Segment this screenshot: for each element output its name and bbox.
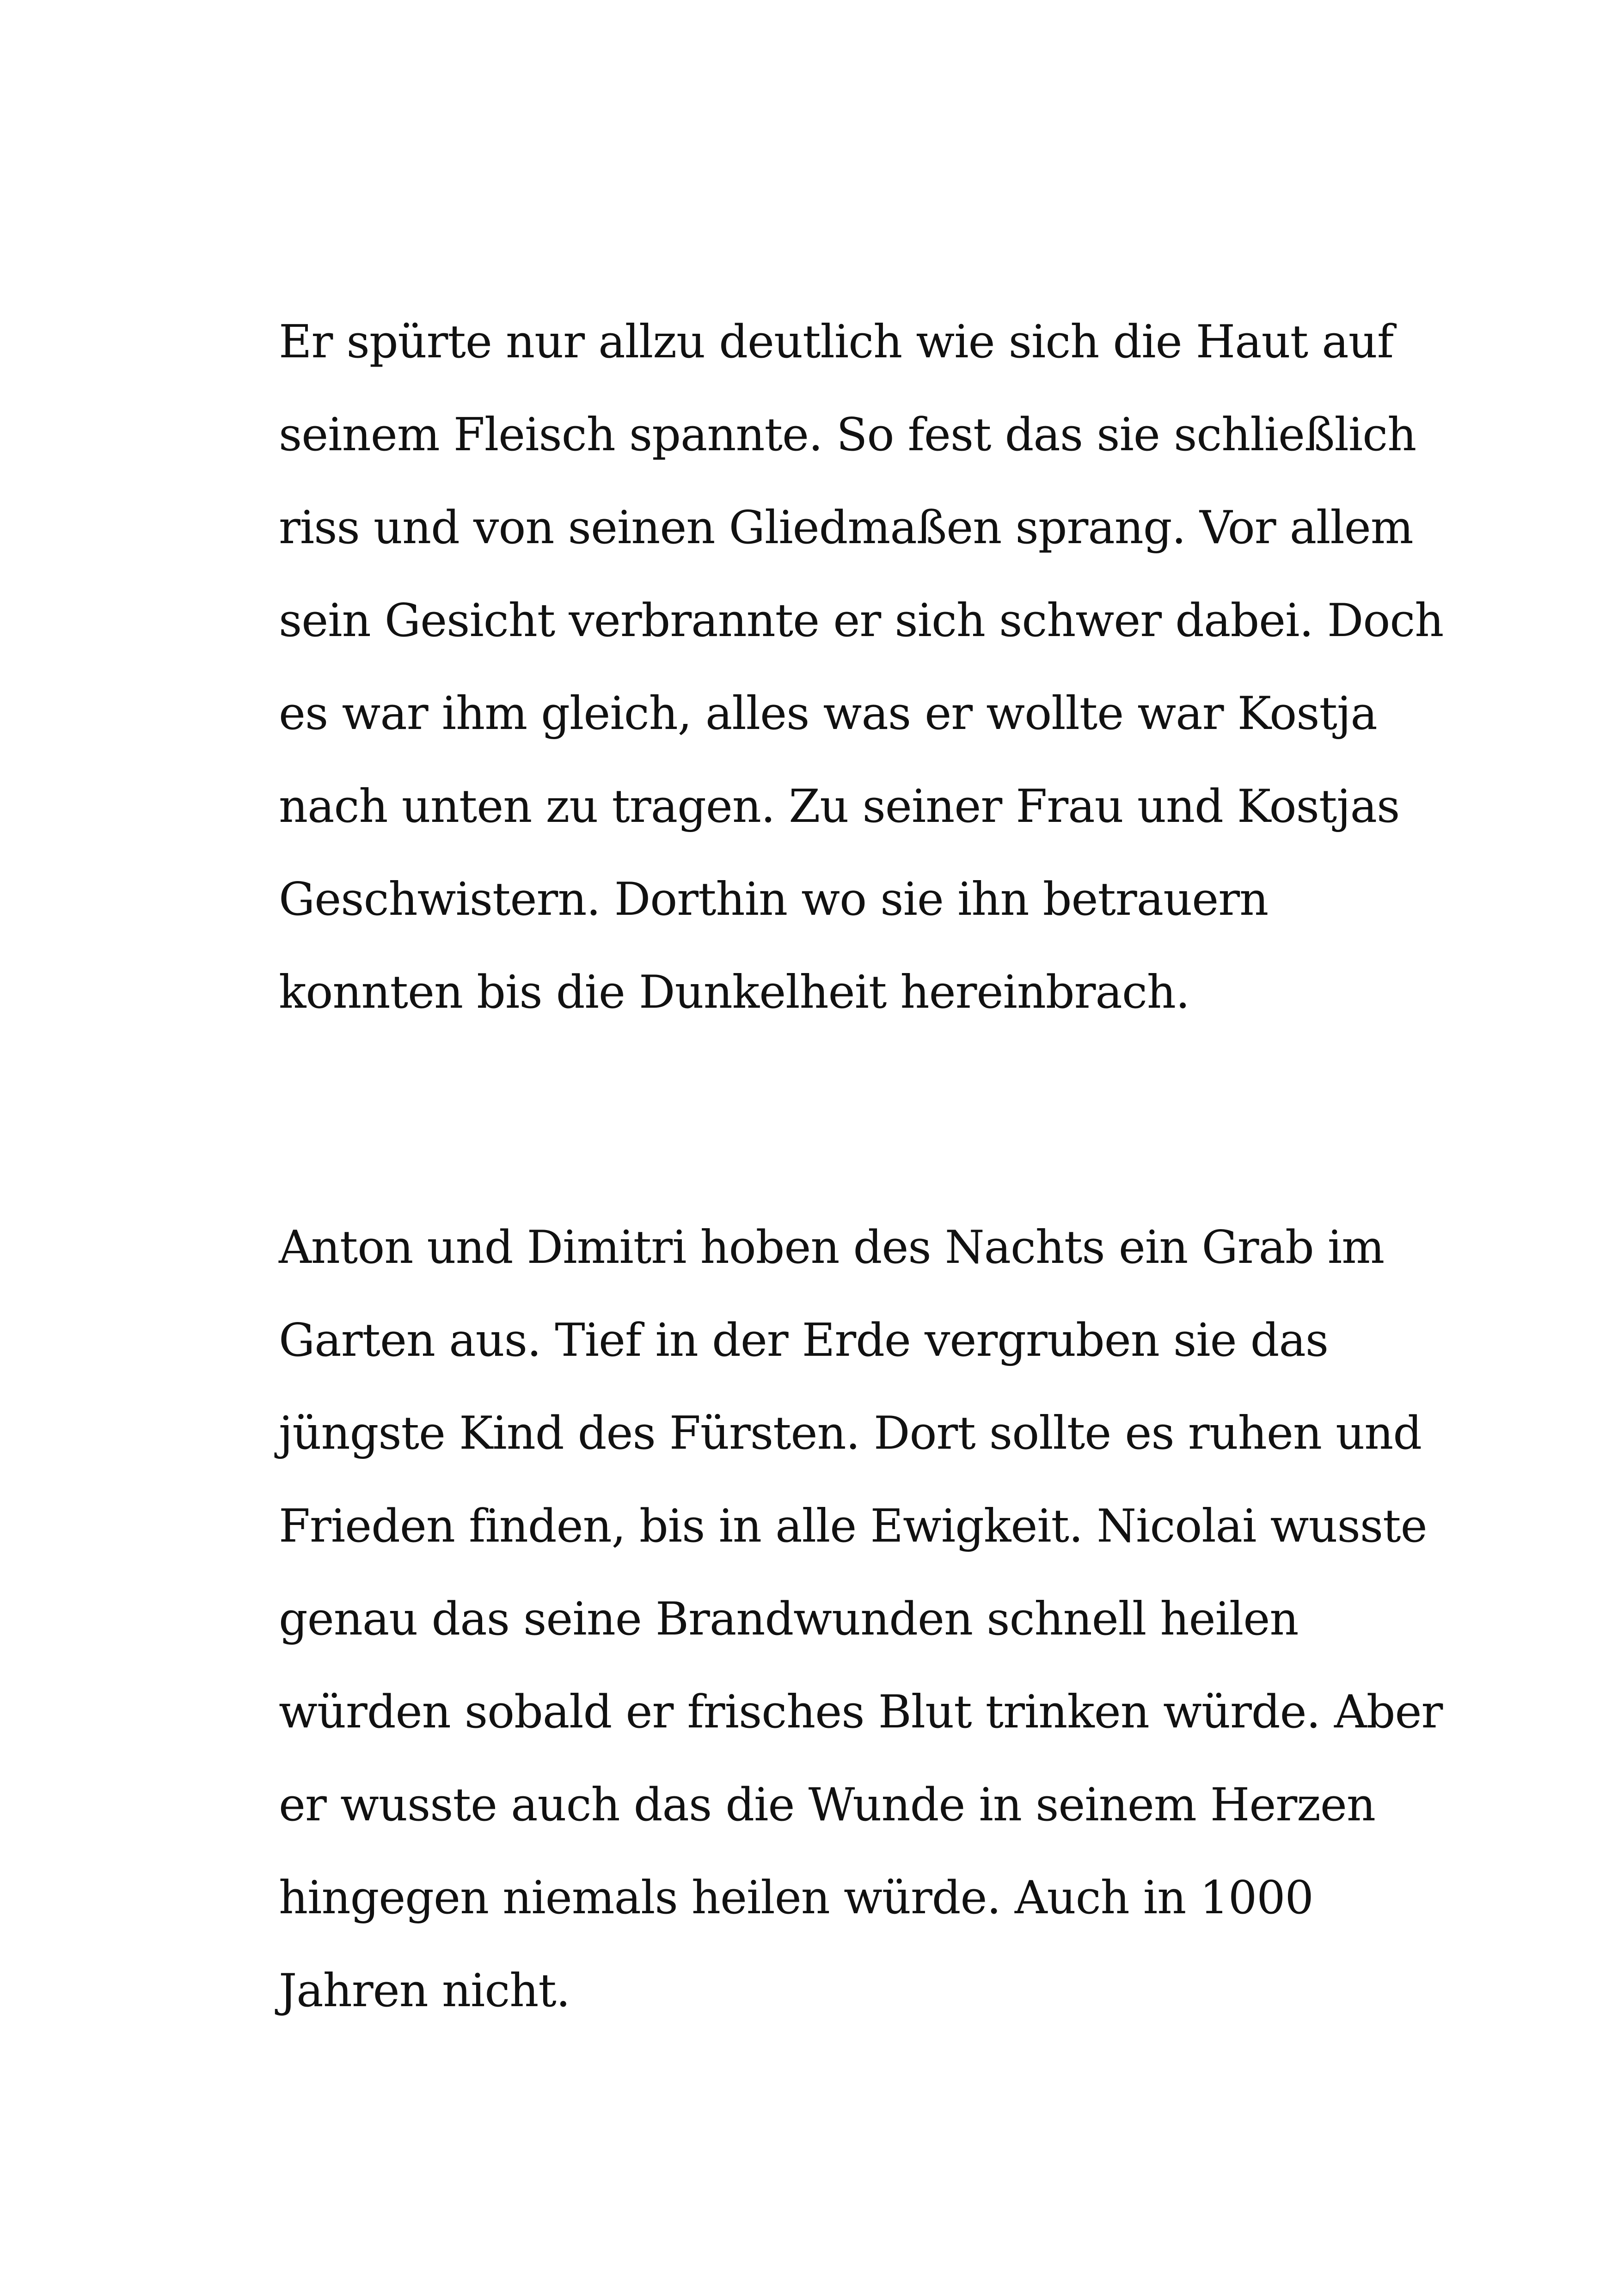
text-line: Anton und Dimitri hoben des Nachts ein Grab im (279, 1221, 1385, 1274)
text-line: Er spürte nur allzu deutlich wie sich die Haut auf (279, 316, 1394, 368)
text-line: würden sobald er frisches Blut trinken würde. Aber (279, 1686, 1443, 1739)
text-line: jüngste Kind des Fürsten. Dort sollte es ruhen und (279, 1407, 1422, 1460)
text-line: nach unten zu tragen. Zu seiner Frau und Kostjas (279, 780, 1400, 833)
text-line: er wusste auch das die Wunde in seinem Herzen (279, 1779, 1375, 1831)
text-line: es war ihm gleich, alles was er wollte war Kostja (279, 687, 1377, 740)
text-line: genau das seine Brandwunden schnell heilen (279, 1593, 1299, 1646)
body-text (279, 296, 1444, 2038)
text-line: seinem Fleisch spannte. So fest das sie schließlich (279, 409, 1416, 461)
text-line: Jahren nicht. (279, 1965, 570, 2017)
paragraph-1 (279, 296, 1444, 1039)
paragraph-spacer (279, 1039, 1388, 1201)
text-line: Frieden finden, bis in alle Ewigkeit. Nicolai wusste (279, 1500, 1427, 1553)
text-line: sein Gesicht verbrannte er sich schwer dabei. Doch (279, 594, 1444, 647)
paragraph-2 (279, 1201, 1443, 2038)
text-line: konnten bis die Dunkelheit hereinbrach. (279, 966, 1190, 1019)
text-line: Geschwistern. Dorthin wo sie ihn betrauern (279, 873, 1269, 926)
text-line: Garten aus. Tief in der Erde vergruben sie das (279, 1314, 1329, 1367)
text-line: riss und von seinen Gliedmaßen sprang. Vor allem (279, 502, 1413, 554)
text-line: hingegen niemals heilen würde. Auch in 1000 (279, 1872, 1313, 1924)
